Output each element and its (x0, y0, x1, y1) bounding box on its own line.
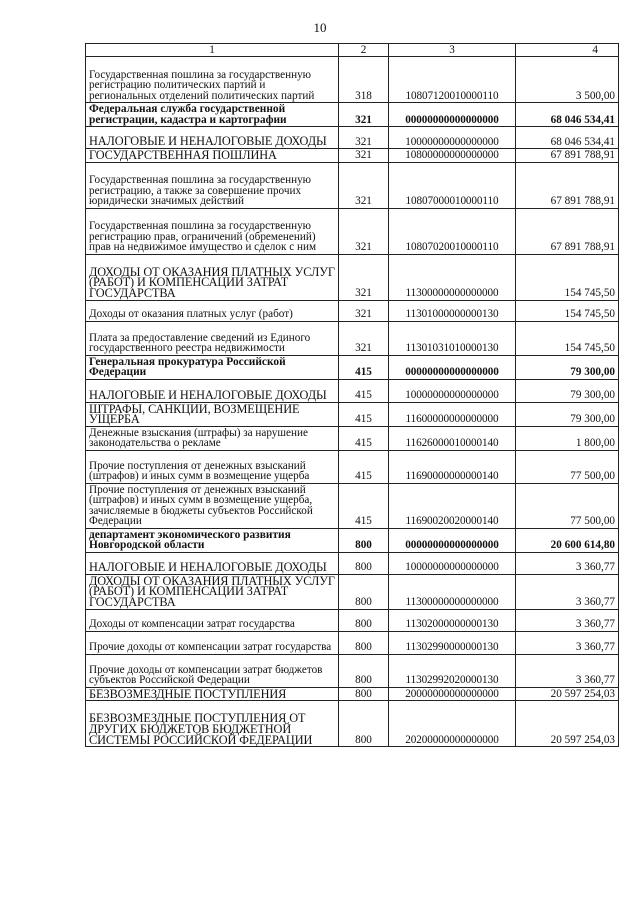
row-admin-code: 800 (339, 528, 389, 552)
row-name: ДОХОДЫ ОТ ОКАЗАНИЯ ПЛАТНЫХ УСЛУГ (РАБОТ) И КОМПЕНСАЦИИ ЗАТРАТ ГОСУДАРСТВА (86, 574, 339, 609)
row-amount: 77 500,00 (516, 483, 619, 528)
table-row (86, 426, 619, 450)
row-admin-code: 321 (339, 103, 389, 127)
row-admin-code: 415 (339, 450, 389, 483)
row-admin-code: 321 (339, 300, 389, 321)
row-budget-code: 11690020020000140 (389, 483, 516, 528)
row-amount: 68 046 534,41 (516, 127, 619, 149)
table-row (86, 127, 619, 149)
column-header-1: 1 (86, 44, 339, 57)
row-admin-code: 800 (339, 687, 389, 701)
table-row (86, 208, 619, 254)
row-budget-code: 11301031010000130 (389, 321, 516, 355)
table-row (86, 379, 619, 402)
table-row (86, 609, 619, 631)
row-admin-code: 321 (339, 208, 389, 254)
column-header-3: 3 (389, 44, 516, 57)
table-row (86, 450, 619, 483)
row-amount: 154 745,50 (516, 300, 619, 321)
row-admin-code: 321 (339, 254, 389, 300)
table-row (86, 57, 619, 103)
row-amount: 68 046 534,41 (516, 103, 619, 127)
table-row (86, 254, 619, 300)
row-admin-code: 318 (339, 57, 389, 103)
row-budget-code: 11626000010000140 (389, 426, 516, 450)
row-budget-code: 00000000000000000 (389, 355, 516, 379)
row-budget-code: 11302990000000130 (389, 631, 516, 654)
row-admin-code: 415 (339, 355, 389, 379)
row-admin-code: 415 (339, 402, 389, 426)
row-amount: 77 500,00 (516, 450, 619, 483)
column-header-4: 4 (516, 44, 619, 57)
row-budget-code: 10000000000000000 (389, 127, 516, 149)
table-row (86, 687, 619, 701)
row-budget-code: 11300000000000000 (389, 254, 516, 300)
row-name: Прочие доходы от компенсации затрат государства (86, 631, 339, 654)
table-row (86, 103, 619, 127)
row-admin-code: 800 (339, 552, 389, 574)
table-row (86, 528, 619, 552)
row-amount: 67 891 788,91 (516, 162, 619, 208)
row-budget-code: 11301000000000130 (389, 300, 516, 321)
row-name: НАЛОГОВЫЕ И НЕНАЛОГОВЫЕ ДОХОДЫ (86, 127, 339, 149)
row-name: Прочие поступления от денежных взысканий (штрафов) и иных сумм в возмещение ущерба, зачисляемые в бюджеты субъектов Российской Федерации (86, 483, 339, 528)
table-row (86, 149, 619, 163)
row-amount: 3 360,77 (516, 654, 619, 687)
table-row (86, 631, 619, 654)
row-budget-code: 10807000010000110 (389, 162, 516, 208)
row-budget-code: 11600000000000000 (389, 402, 516, 426)
row-budget-code: 10807020010000110 (389, 208, 516, 254)
row-budget-code: 10807120010000110 (389, 57, 516, 103)
row-admin-code: 321 (339, 321, 389, 355)
row-name: НАЛОГОВЫЕ И НЕНАЛОГОВЫЕ ДОХОДЫ (86, 379, 339, 402)
row-budget-code: 00000000000000000 (389, 528, 516, 552)
row-amount: 3 360,77 (516, 609, 619, 631)
page-number: 10 (313, 20, 327, 35)
row-admin-code: 415 (339, 426, 389, 450)
table-header-row (86, 44, 619, 57)
row-name: Генеральная прокуратура Российской Федерации (86, 355, 339, 379)
row-admin-code: 800 (339, 609, 389, 631)
row-name: Государственная пошлина за государственную регистрацию, а также за совершение прочих юридически значимых действий (86, 162, 339, 208)
row-admin-code: 321 (339, 149, 389, 163)
row-budget-code: 20000000000000000 (389, 687, 516, 701)
row-amount: 79 300,00 (516, 402, 619, 426)
table-body (86, 57, 619, 747)
row-amount: 3 360,77 (516, 552, 619, 574)
row-amount: 67 891 788,91 (516, 149, 619, 163)
row-name: НАЛОГОВЫЕ И НЕНАЛОГОВЫЕ ДОХОДЫ (86, 552, 339, 574)
row-budget-code: 11690000000000140 (389, 450, 516, 483)
table-row (86, 552, 619, 574)
row-name: ШТРАФЫ, САНКЦИИ, ВОЗМЕЩЕНИЕ УЩЕРБА (86, 402, 339, 426)
row-amount: 20 597 254,03 (516, 687, 619, 701)
row-name: Государственная пошлина за государственную регистрацию политических партий и региональных отделений политических партий (86, 57, 339, 103)
row-admin-code: 321 (339, 127, 389, 149)
row-admin-code: 415 (339, 483, 389, 528)
table-row (86, 402, 619, 426)
row-name: департамент экономического развития Новгородской области (86, 528, 339, 552)
row-name: Денежные взыскания (штрафы) за нарушение законодательства о рекламе (86, 426, 339, 450)
table-row (86, 321, 619, 355)
row-budget-code: 11300000000000000 (389, 574, 516, 609)
row-budget-code: 10800000000000000 (389, 149, 516, 163)
row-budget-code: 00000000000000000 (389, 103, 516, 127)
table-row (86, 483, 619, 528)
row-amount: 154 745,50 (516, 254, 619, 300)
table-row (86, 654, 619, 687)
row-amount: 154 745,50 (516, 321, 619, 355)
row-amount: 3 500,00 (516, 57, 619, 103)
row-name: БЕЗВОЗМЕЗДНЫЕ ПОСТУПЛЕНИЯ (86, 687, 339, 701)
table-row (86, 162, 619, 208)
row-admin-code: 800 (339, 631, 389, 654)
row-admin-code: 800 (339, 654, 389, 687)
row-amount: 79 300,00 (516, 355, 619, 379)
row-name: Доходы от оказания платных услуг (работ) (86, 300, 339, 321)
table-row (86, 300, 619, 321)
row-admin-code: 321 (339, 162, 389, 208)
row-amount: 20 597 254,03 (516, 701, 619, 747)
row-amount: 20 600 614,80 (516, 528, 619, 552)
row-budget-code: 11302000000000130 (389, 609, 516, 631)
row-name: Прочие доходы от компенсации затрат бюджетов субъектов Российской Федерации (86, 654, 339, 687)
row-name: ДОХОДЫ ОТ ОКАЗАНИЯ ПЛАТНЫХ УСЛУГ (РАБОТ) И КОМПЕНСАЦИИ ЗАТРАТ ГОСУДАРСТВА (86, 254, 339, 300)
row-budget-code: 10000000000000000 (389, 379, 516, 402)
row-admin-code: 415 (339, 379, 389, 402)
row-name: Доходы от компенсации затрат государства (86, 609, 339, 631)
row-budget-code: 20200000000000000 (389, 701, 516, 747)
row-budget-code: 11302992020000130 (389, 654, 516, 687)
row-amount: 67 891 788,91 (516, 208, 619, 254)
table-row (86, 701, 619, 747)
row-name: Государственная пошлина за государственную регистрацию прав, ограничений (обременений) прав на недвижимое имущество и сделок с ним (86, 208, 339, 254)
table-row (86, 574, 619, 609)
row-name: Федеральная служба государственной регистрации, кадастра и картографии (86, 103, 339, 127)
row-budget-code: 10000000000000000 (389, 552, 516, 574)
column-header-2: 2 (339, 44, 389, 57)
row-amount: 3 360,77 (516, 631, 619, 654)
row-admin-code: 800 (339, 574, 389, 609)
row-name: Прочие поступления от денежных взысканий (штрафов) и иных сумм в возмещение ущерба (86, 450, 339, 483)
row-name: ГОСУДАРСТВЕННАЯ ПОШЛИНА (86, 149, 339, 163)
row-amount: 79 300,00 (516, 379, 619, 402)
row-name: БЕЗВОЗМЕЗДНЫЕ ПОСТУПЛЕНИЯ ОТ ДРУГИХ БЮДЖЕТОВ БЮДЖЕТНОЙ СИСТЕМЫ РОССИЙСКОЙ ФЕДЕРАЦИИ (86, 701, 339, 747)
row-amount: 1 800,00 (516, 426, 619, 450)
row-amount: 3 360,77 (516, 574, 619, 609)
row-admin-code: 800 (339, 701, 389, 747)
row-name: Плата за предоставление сведений из Единого государственного реестра недвижимости (86, 321, 339, 355)
table-row (86, 355, 619, 379)
revenue-table (85, 43, 619, 747)
